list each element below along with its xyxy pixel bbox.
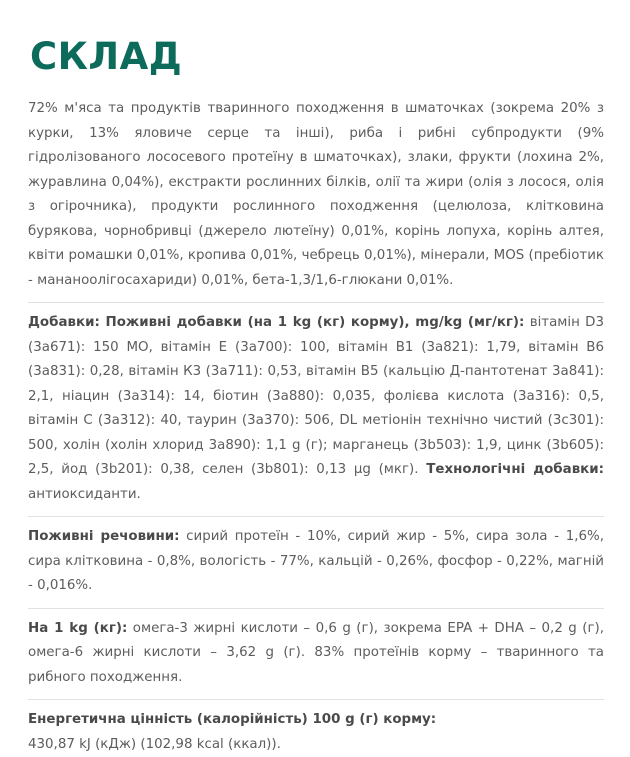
section-energy-run-0: Енергетична цінність (калорійність) 100 g (г) корму:	[28, 712, 437, 727]
page-title: СКЛАД	[30, 35, 183, 78]
section-nutrients-run-0: Поживні речовини:	[28, 529, 180, 544]
section-per-kg	[28, 617, 604, 691]
section-divider	[28, 699, 604, 700]
section-divider	[28, 302, 604, 303]
section-per-kg-run-1: омега-3 жирні кислоти – 0,6 g (г), зокрема EPA + DHA – 0,2 g (г), омега-6 жирні кислоти – 3,62 g (г). 83% протеїнів корму – тваринного та рибного походження.	[28, 620, 604, 685]
section-energy-run-1-1: 430,87 kJ (кДж) (102,98 kcal (ккал)).	[28, 736, 281, 752]
section-additives-run-1: вітамін D3 (3а671): 150 МО, вітамін Е (3а700): 100, вітамін В1 (3а821): 1,79, вітамін В6 (3а831): 0,28, вітамін К3 (3а711): 0,53, вітамін В5 (кальцію Д-пантотенат 3а841): 2,1, ніацин (3а314): 14, біотин (3а880): 0,035, фолієва кислота (3а316): 0,5, вітамін С (3а312): 40, таурин (3а370): 506, DL метіонін технічно чистий (3с301): 500, холін (холін хлорид 3а890): 1,1 g (г); марганець (3b503): 1,9, цинк (3b605): 2,5, йод (3b201): 0,38, селен (3b801): 0,13 µg (мкг).	[28, 315, 604, 477]
section-additives	[28, 311, 604, 507]
section-divider	[28, 516, 604, 517]
section-energy	[28, 708, 604, 757]
section-additives-run-3: антиоксиданти.	[28, 486, 141, 502]
section-per-kg-run-0: На 1 kg (кг):	[28, 620, 128, 636]
section-additives-run-2: Технологічні добавки:	[426, 462, 604, 477]
section-nutrients	[28, 525, 604, 599]
section-divider	[28, 608, 604, 609]
composition-intro-paragraph: 72% м'яса та продуктів тваринного походження в шматочках (зокрема 20% з курки, 13% яловиче серце та інші), риба і рибні субпродукти (9% гідролізованого лососевого протеїну в шматочках), злаки, фрукти (лохина 2%, журавлина 0,04%), екстракти рослинних білків, олії та жири (олія з лосося, олія з огірочника), продукти рослинного походження (целюлоза, клітковина бурякова, чорнобривці (джерело лютеїну) 0,01%, корінь лопуха, корінь алтея, квіти ромашки 0,01%, кропива 0,01%, чебрець 0,01%), мінерали, MOS (пребіотик - мананоолігосахариди) 0,01%, бета-1,3/1,6-глюкани 0,01%.	[28, 101, 604, 288]
section-additives-run-0: Добавки: Поживні добавки (на 1 kg (кг) корму), mg/kg (мг/кг):	[28, 315, 525, 330]
section-nutrients-run-1: сирий протеїн - 10%, сирий жир - 5%, сира зола - 1,6%, сира клітковина - 0,8%, вологість - 77%, кальцій - 0,26%, фосфор - 0,22%, магній - 0,016%.	[28, 529, 604, 593]
